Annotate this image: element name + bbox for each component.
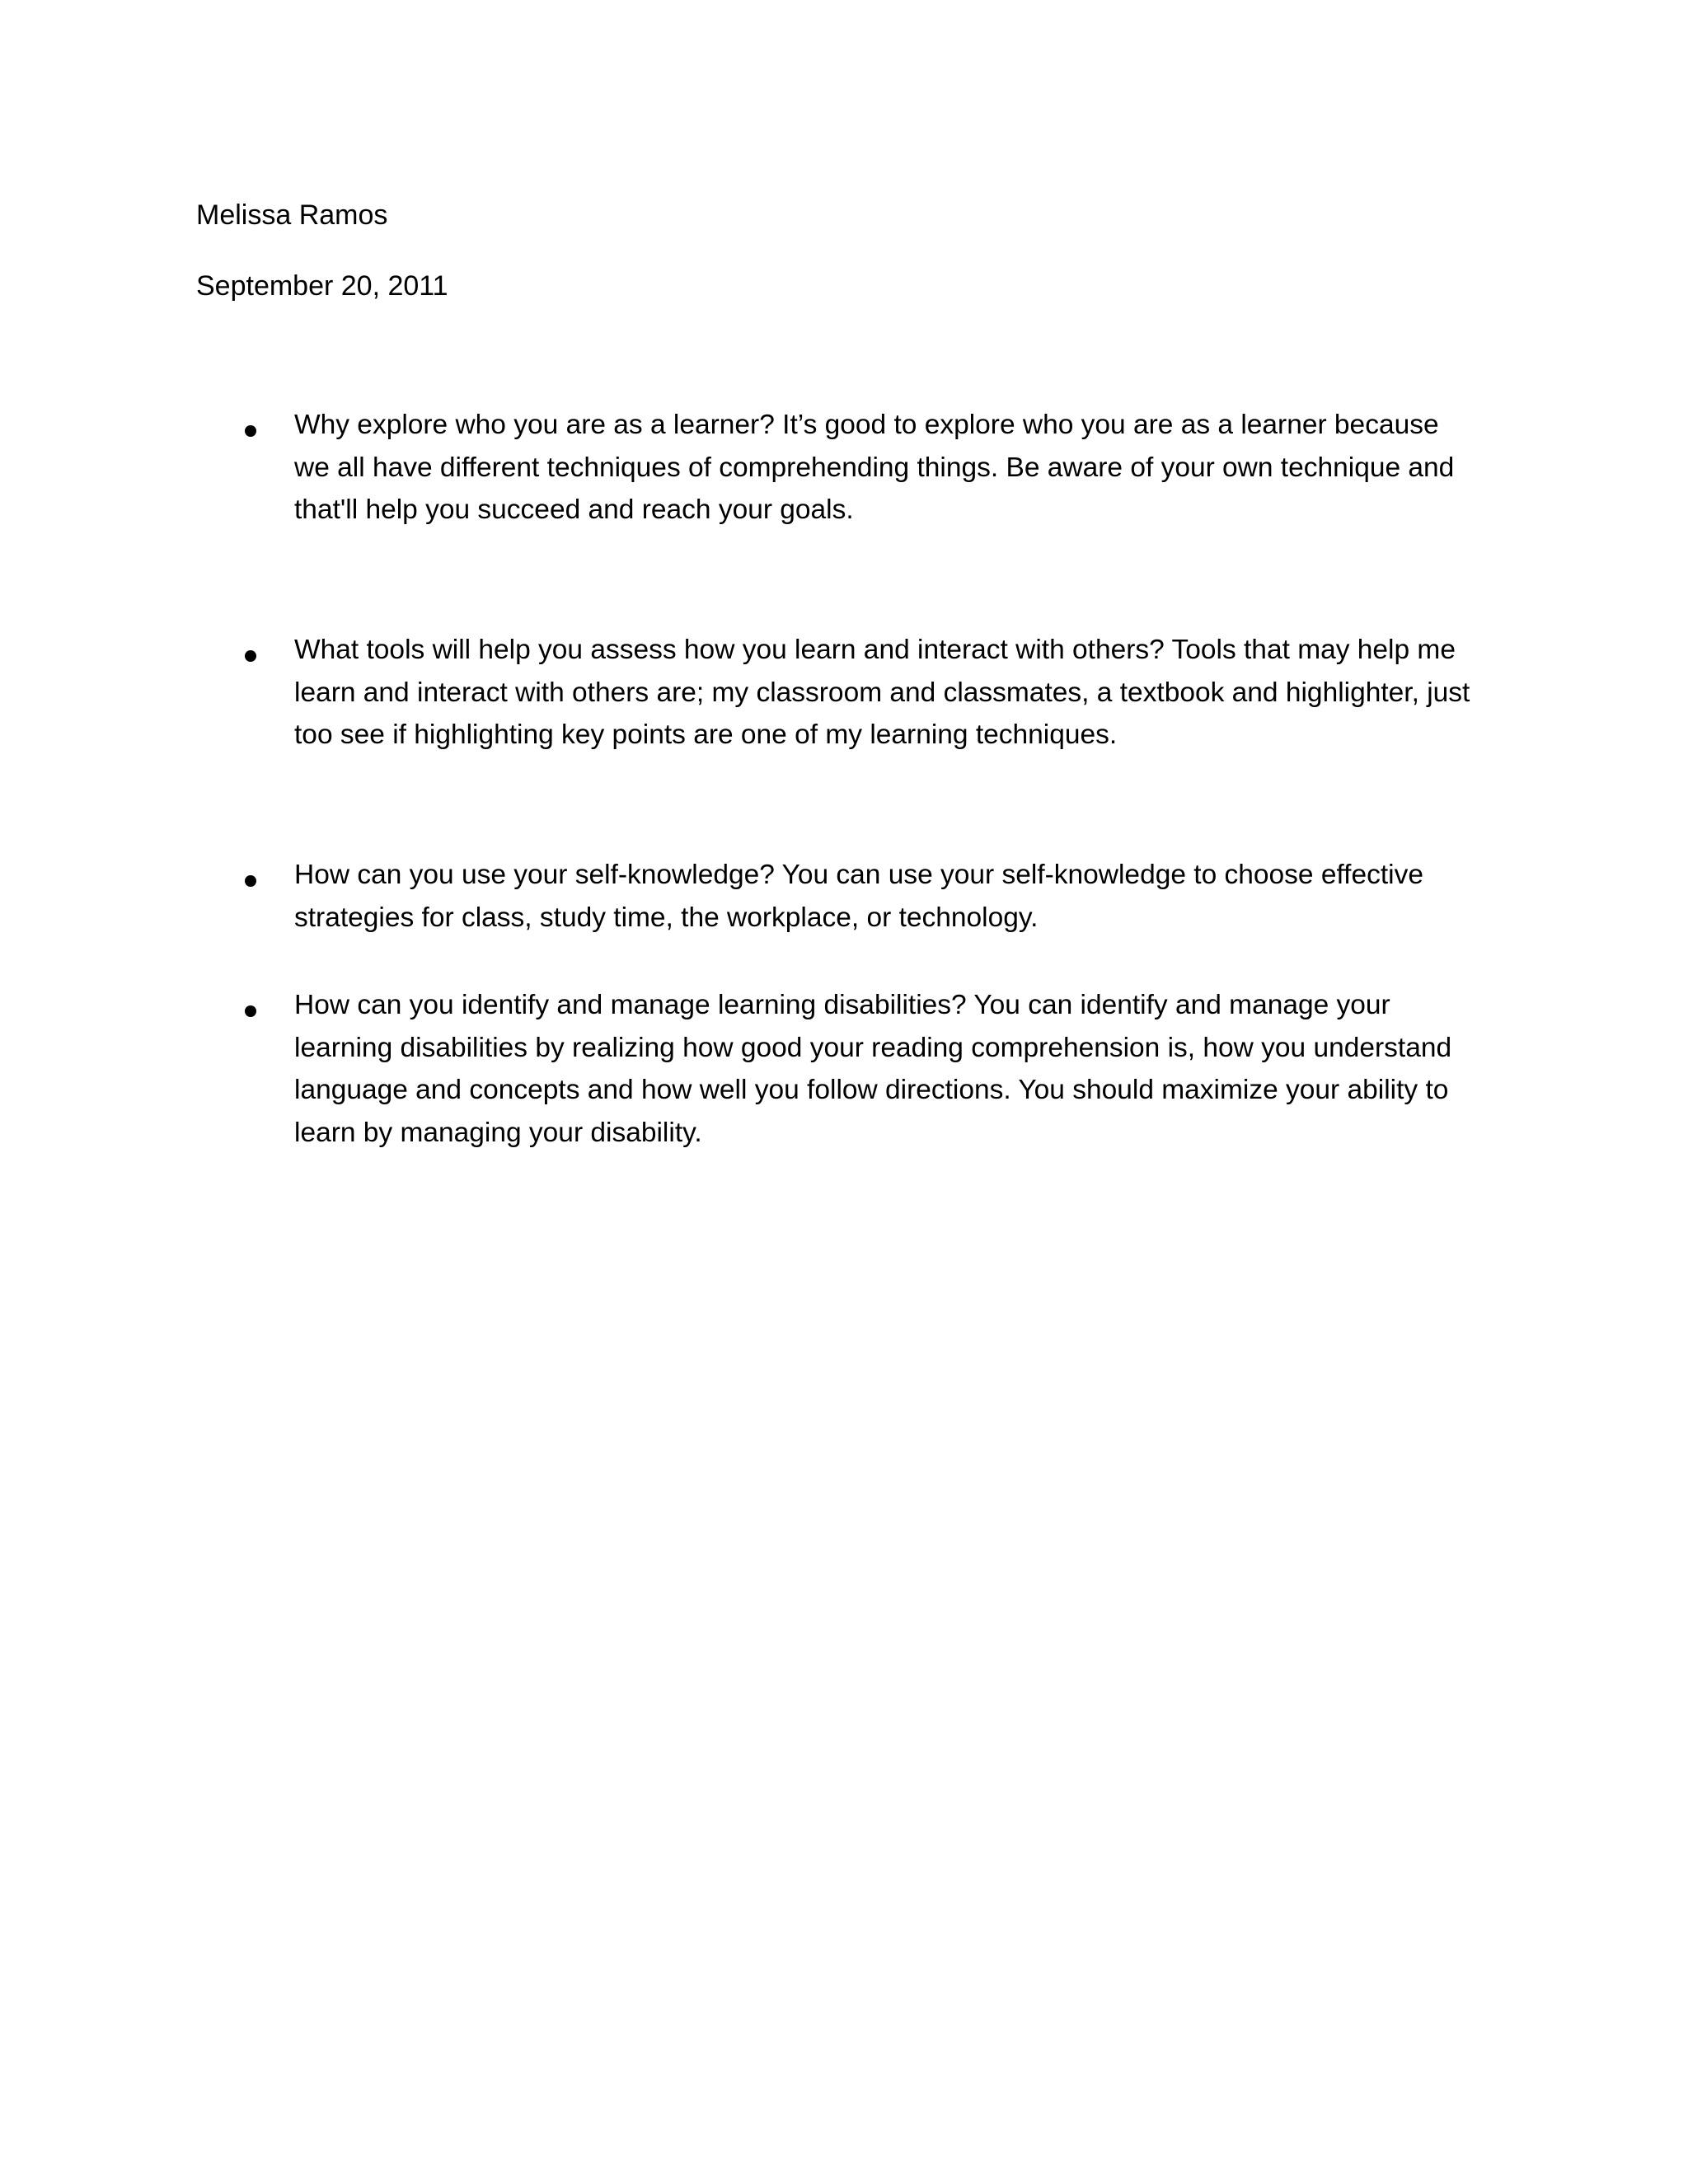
author-name: Melissa Ramos xyxy=(196,199,388,231)
document-date: September 20, 2011 xyxy=(196,270,448,302)
bullet-icon xyxy=(245,875,256,887)
bullet-icon xyxy=(245,1005,256,1017)
bullet-text: What tools will help you assess how you learn and interact with others? Tools that may help me learn and interact with others are; my classroom and classmates, a textbook and highlighter, just too see if highlighting key points are one of my learning techniques. xyxy=(294,635,1470,750)
bullet-text: How can you use your self-knowledge? You can use your self-knowledge to choose effective strategies for class, study time, the workplace, or technology. xyxy=(294,860,1423,933)
bullet-text: Why explore who you are as a learner? It’s good to explore who you are as a learner because we all have different techniques of comprehending things. Be aware of your own technique and that'll help you succeed and reach your goals. xyxy=(294,410,1455,525)
bullet-text: How can you identify and manage learning disabilities? You can identify and manage your learning disabilities by realizing how good your reading comprehension is, how you understand language and concepts and how well you follow directions. You should maximize your ability to learn by managing your disability. xyxy=(294,990,1452,1148)
bullet-icon xyxy=(245,650,256,662)
bullet-icon xyxy=(245,425,256,437)
